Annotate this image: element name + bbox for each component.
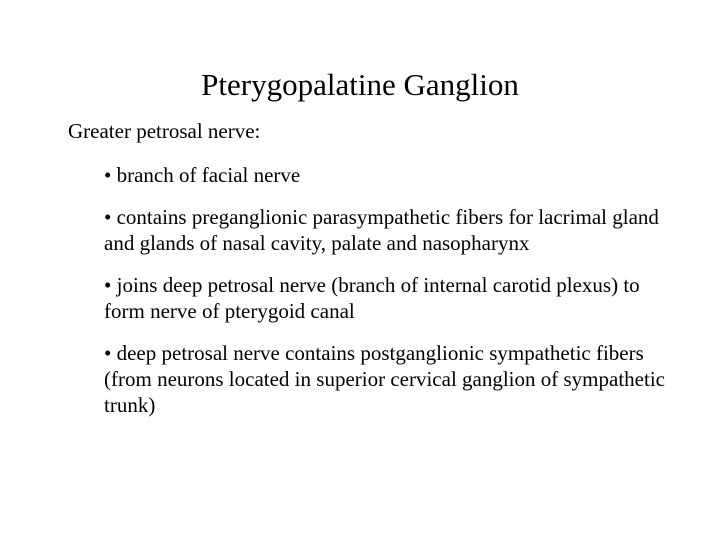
bullet-glyph: • [104, 273, 112, 297]
slide-title: Pterygopalatine Ganglion [201, 67, 519, 102]
bullet-text: joins deep petrosal nerve (branch of internal carotid plexus) to form nerve of pterygoid canal [104, 273, 640, 323]
bullet-item [104, 272, 684, 324]
bullet-text: deep petrosal nerve contains postganglionic sympathetic fibers (from neurons located in superior cervical ganglion of sympathetic trunk) [104, 341, 665, 417]
bullet-glyph: • [104, 205, 112, 229]
bullet-item [104, 340, 684, 418]
bullet-text: contains preganglionic parasympathetic fibers for lacrimal gland and glands of nasal cavity, palate and nasopharynx [104, 205, 659, 255]
intro-text: Greater petrosal nerve: [68, 119, 261, 143]
bullet-text: branch of facial nerve [116, 163, 301, 187]
bullet-item [104, 204, 684, 256]
bullet-glyph: • [104, 163, 112, 187]
bullet-item [104, 162, 684, 188]
bullet-glyph: • [104, 341, 112, 365]
bullet-list [104, 162, 684, 434]
